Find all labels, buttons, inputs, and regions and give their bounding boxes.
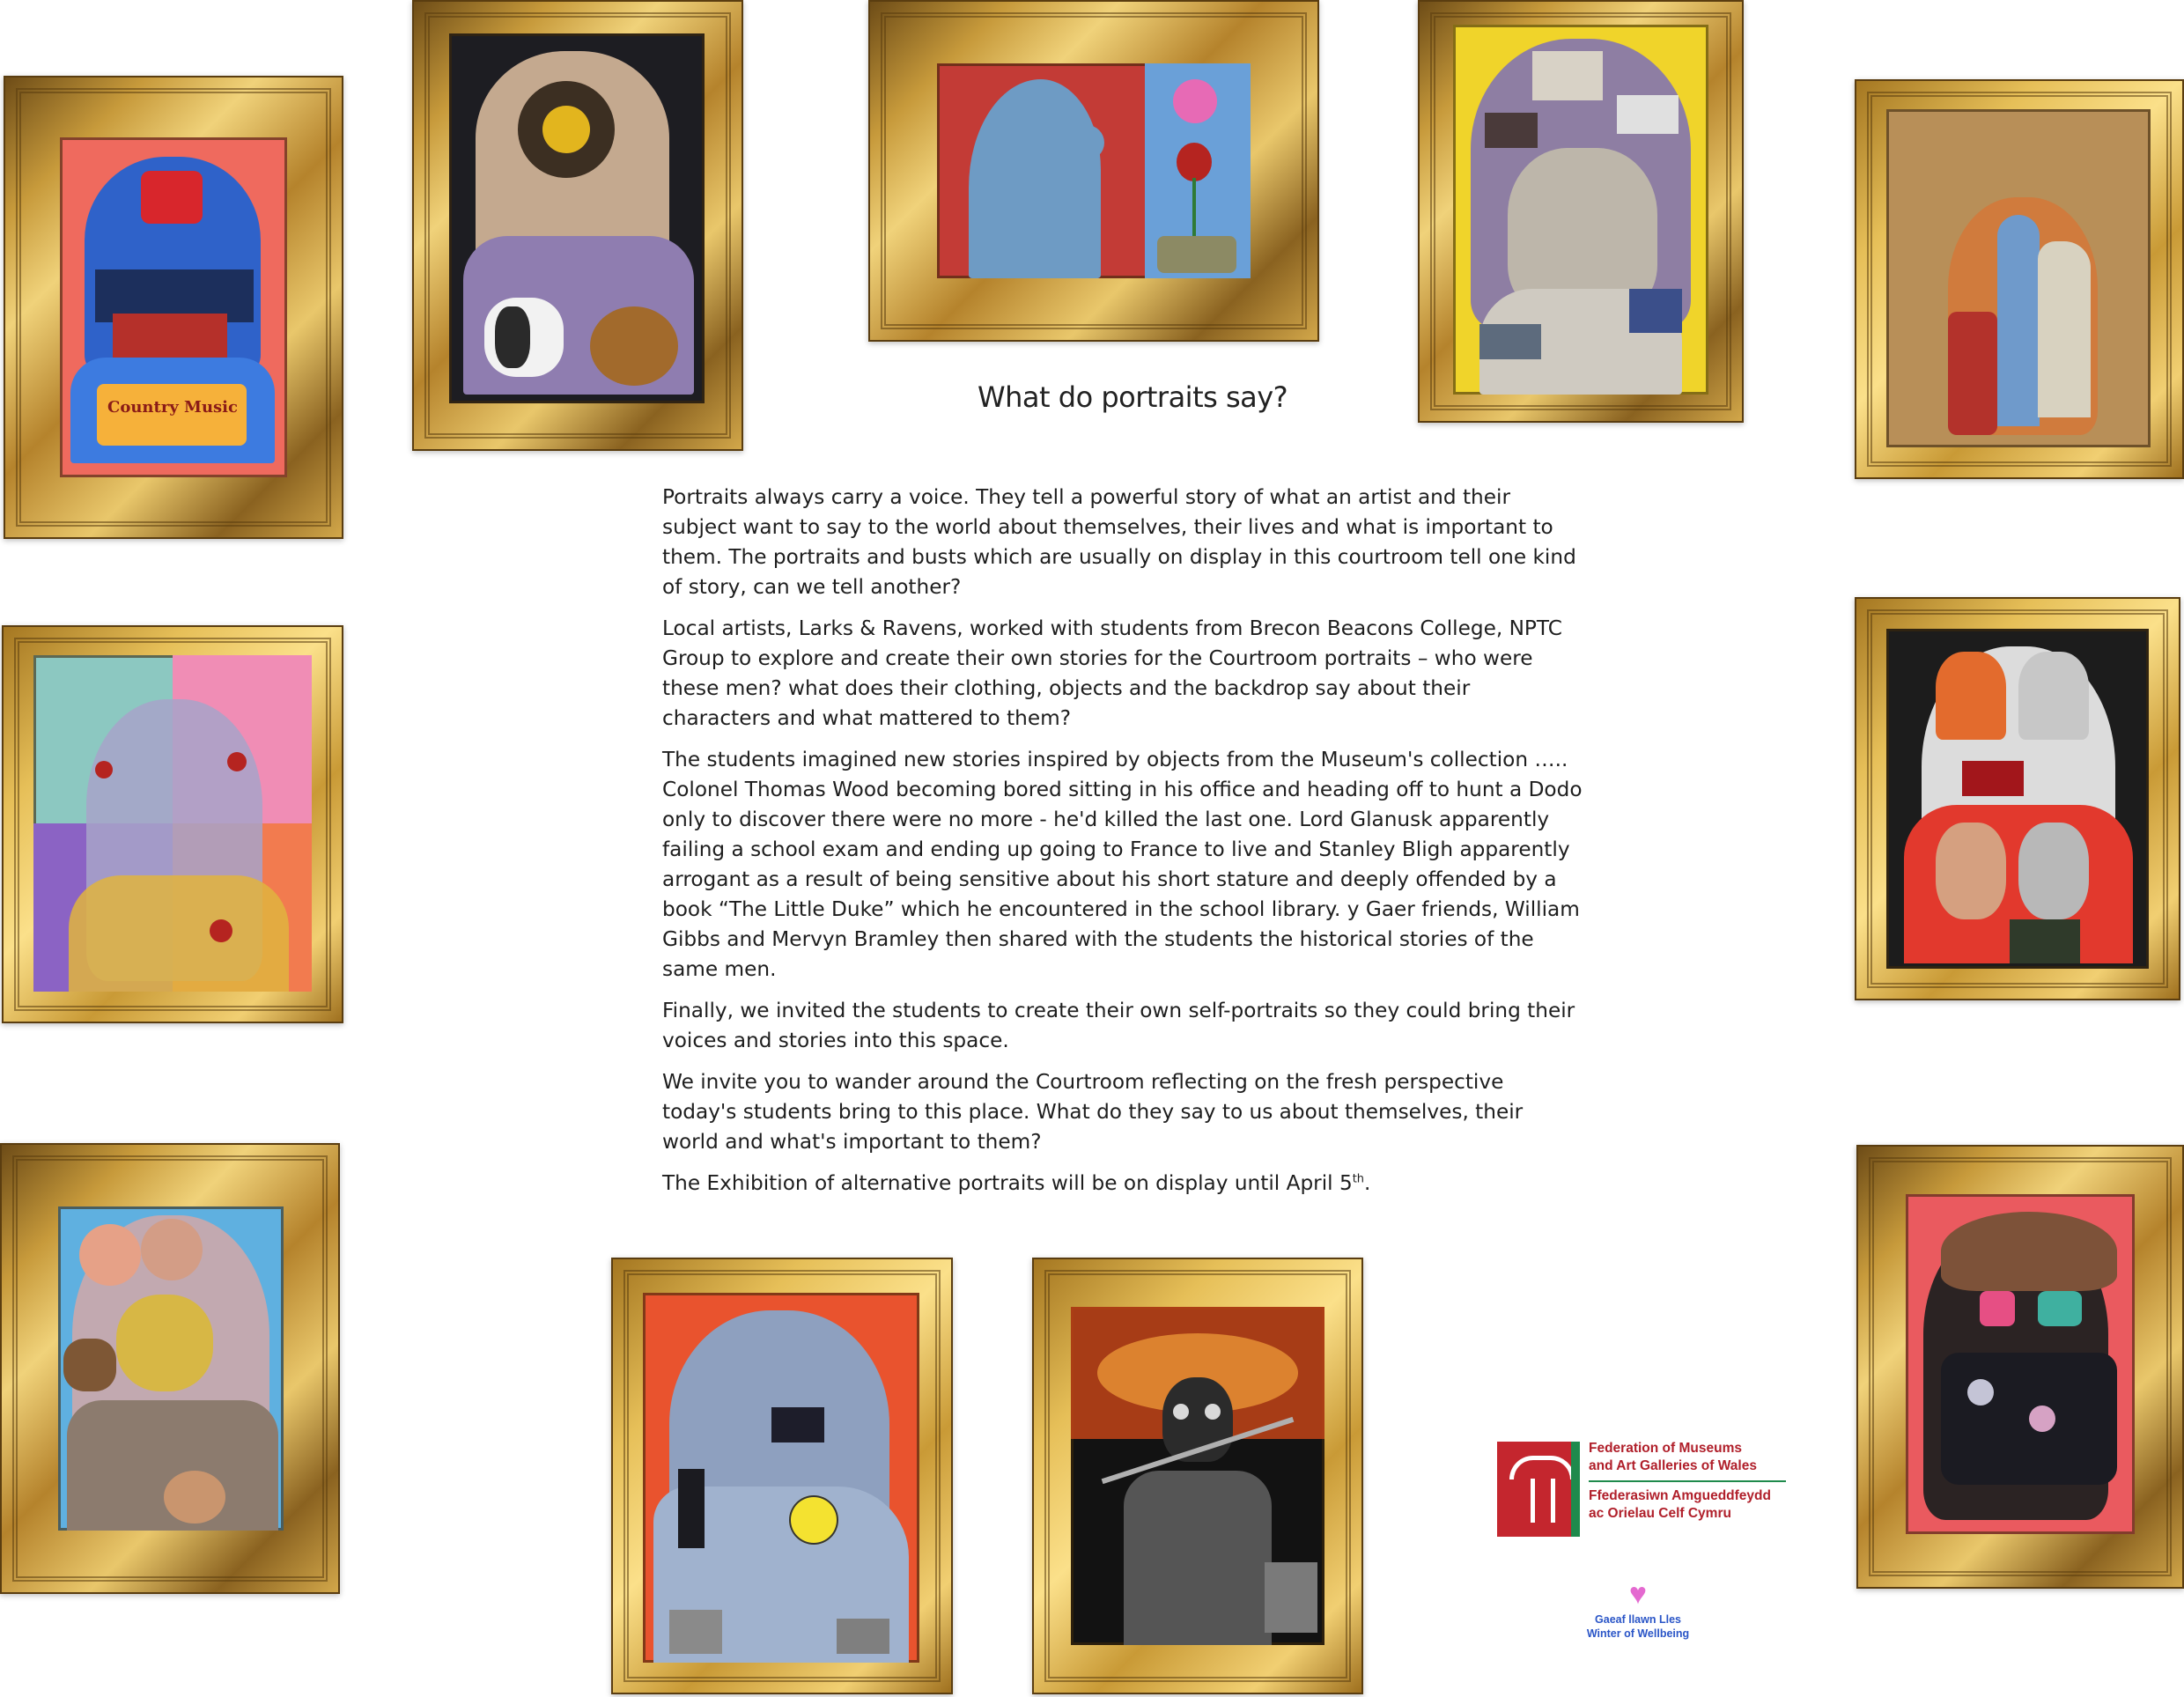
paragraph-collaboration: Local artists, Larks & Ravens, worked with students from Brecon Beacons College, NPTC Group to explore and create their own stories for the Courtroom portraits – who were these men? what does their clothing, objects and the backdrop say about their characters and what mattered to them? (662, 616, 1562, 730)
page-title: What do portraits say? (978, 380, 1288, 414)
portrait-frame-5 (1855, 79, 2184, 479)
portrait-frame-8 (0, 1143, 340, 1594)
portrait-collage-bronze (1886, 109, 2151, 447)
paragraph-stories: The students imagined new stories inspired by objects from the Museum's collection ….. Colonel Thomas Wood becoming bored sitting in his office and heading off to hunt a Dodo only to discover there were no more - he'd killed the last one. Lord Glanusk apparently failing a school exam and ending up going to France to live and Stanley Bligh apparently arrogant as a result of being sensitive about his short stature and deeply offended by a book “The Little Duke” which he encountered in the school library. y Gaer friends, William Gibbs and Mervyn Bramley then shared with the students the historical stories of the same men. (662, 748, 1583, 981)
paragraph-self-portraits: Finally, we invited the students to create their own self-portraits so they could bring their voices and stories into this space. (662, 999, 1575, 1052)
portrait-frame-4 (1418, 0, 1744, 423)
heart-icon: ♥ (1628, 1577, 1648, 1611)
federation-name-cy-line-2: ac Orielau Celf Cymru (1589, 1506, 1731, 1521)
federation-name-en-line-1: Federation of Museums (1589, 1441, 1742, 1456)
portrait-collage-skull (1071, 1307, 1324, 1645)
federation-logo (1497, 1440, 1788, 1538)
federation-name-welsh (1589, 1487, 1788, 1523)
exhibition-description (662, 483, 1583, 1210)
portrait-frame-11 (1856, 1145, 2184, 1589)
paragraph-closing (662, 1169, 1583, 1199)
portrait-frame-10 (1032, 1258, 1363, 1694)
portrait-frame-6 (2, 625, 343, 1023)
winter-of-wellbeing-badge (1568, 1579, 1708, 1641)
country-music-label: Country Music (107, 398, 238, 417)
portrait-frame-2 (412, 0, 743, 451)
federation-name-en-line-2: and Art Galleries of Wales (1589, 1458, 1757, 1473)
portrait-collage-pastel (33, 655, 312, 992)
closing-superscript: th (1352, 1172, 1365, 1186)
paragraph-intro: Portraits always carry a voice. They tell a powerful story of what an artist and their subject want to say to the world about themselves, their lives and what is important to them. The portraits and busts which are usually on display in this courtroom tell one kind of story, can we tell another? (662, 485, 1576, 599)
federation-name-english (1589, 1440, 1788, 1475)
portrait-collage-smiley (643, 1293, 919, 1663)
portrait-frame-1 (4, 76, 343, 539)
portrait-frame-7 (1855, 597, 2180, 1000)
federation-logo-icon (1497, 1442, 1580, 1537)
portrait-collage-yellow-photo (1453, 25, 1708, 395)
portrait-frame-9 (611, 1258, 953, 1694)
logo-divider (1589, 1480, 1786, 1482)
wellbeing-welsh: Gaeaf llawn Lles (1595, 1613, 1681, 1626)
portrait-collage-sunflower-dog (449, 33, 705, 403)
wellbeing-english: Winter of Wellbeing (1586, 1627, 1690, 1640)
portrait-collage-family-photos (58, 1206, 284, 1531)
portrait-collage-blue-profile (937, 63, 1251, 278)
paragraph-invitation: We invite you to wander around the Courtroom reflecting on the fresh perspective today's students bring to this place. What do they say to us about themselves, their world and what's important to them? (662, 1070, 1524, 1154)
portrait-collage-pink-dark (1906, 1194, 2135, 1534)
portrait-collage-country-music (60, 137, 287, 477)
federation-name-cy-line-1: Ffederasiwn Amgueddfeydd (1589, 1488, 1771, 1503)
portrait-collage-four-photos (1886, 629, 2149, 969)
portrait-frame-3 (868, 0, 1319, 342)
closing-text: The Exhibition of alternative portraits will be on display until April 5 (662, 1171, 1353, 1195)
closing-end: . (1364, 1171, 1371, 1195)
